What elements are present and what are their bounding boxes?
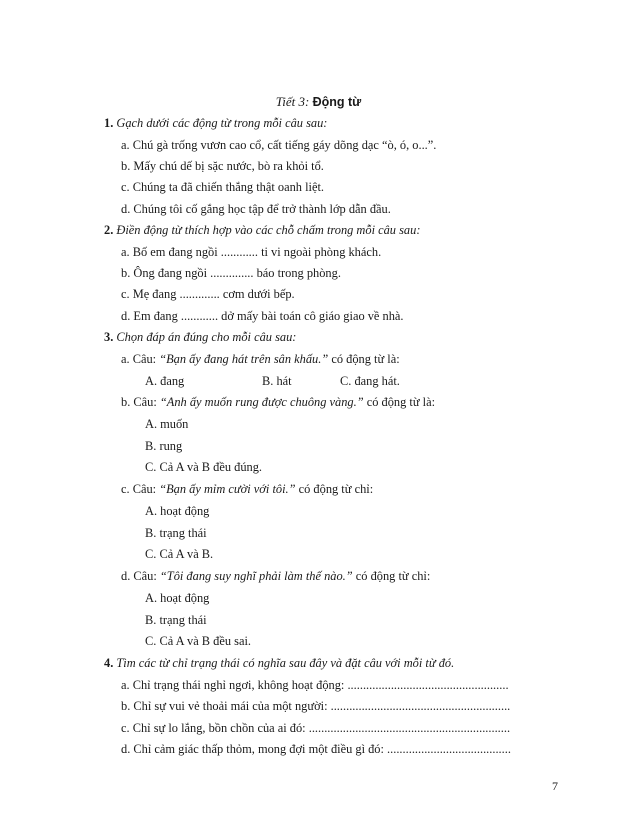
question-1-number: 1. (104, 116, 114, 130)
question-3c-stem (121, 481, 373, 497)
question-3c-tail: có động từ chỉ: (298, 482, 374, 496)
question-3d-option-b: B. trạng thái (145, 613, 207, 627)
question-3d-tail: có động từ chỉ: (355, 569, 431, 583)
question-2-heading (104, 222, 420, 238)
question-3c-option-c: C. Cả A và B. (145, 547, 214, 561)
question-2-number: 2. (104, 223, 114, 237)
question-3b-lead: b. Câu: (121, 395, 157, 409)
question-4-prompt: Tìm các từ chỉ trạng thái có nghĩa sau đây và đặt câu với mỗi từ đó. (116, 656, 455, 670)
question-3a-options (145, 373, 545, 389)
question-1-item-d: d. Chúng tôi cố gắng học tập để trở thành lớp dẫn đầu. (121, 202, 391, 216)
question-3-number: 3. (104, 330, 114, 344)
question-3a-option-c: C. đang hát. (340, 374, 400, 388)
page-number: 7 (552, 779, 558, 793)
question-3c-option-b: B. trạng thái (145, 526, 207, 540)
lesson-title-prefix: Tiết 3: (275, 94, 310, 109)
question-4-item-b: b. Chỉ sự vui vẻ thoải mái của một người: .......................................................... (121, 699, 511, 713)
question-2-item-d: d. Em đang ............ dở mấy bài toán cô giáo giao về nhà. (121, 309, 404, 323)
question-3-prompt: Chọn đáp án đúng cho mỗi câu sau: (116, 330, 297, 344)
question-3d-option-c: C. Cả A và B đều sai. (145, 634, 252, 648)
question-2-item-b: b. Ông đang ngồi .............. báo trong phòng. (121, 266, 341, 280)
question-3b-stem (121, 394, 435, 410)
question-2-item-a: a. Bố em đang ngồi ............ ti vi ngoài phòng khách. (121, 245, 382, 259)
question-3c-lead: c. Câu: (121, 482, 157, 496)
question-4-item-d: d. Chỉ cảm giác thấp thỏm, mong đợi một điều gì đó: ........................................ (121, 742, 511, 756)
question-1-heading (104, 115, 327, 131)
question-3b-tail: có động từ là: (366, 395, 436, 409)
question-4-item-a: a. Chỉ trạng thái nghỉ ngơi, không hoạt động: .................................................... (121, 678, 509, 692)
question-3d-quote: “Tôi đang suy nghĩ phải làm thế nào.” (159, 569, 353, 583)
question-3a-lead: a. Câu: (121, 352, 157, 366)
lesson-title (0, 94, 637, 110)
question-3c-option-a: A. hoạt động (145, 504, 210, 518)
question-1-item-b: b. Mấy chú dế bị sặc nước, bò ra khỏi tổ. (121, 159, 324, 173)
question-3a-quote: “Bạn ấy đang hát trên sân khấu.” (159, 352, 329, 366)
question-3d-option-a: A. hoạt động (145, 591, 210, 605)
question-4-item-c: c. Chỉ sự lo lắng, bồn chồn của ai đó: ................................................................. (121, 721, 511, 735)
question-1-prompt: Gạch dưới các động từ trong mỗi câu sau: (116, 116, 328, 130)
question-1-item-a: a. Chú gà trống vươn cao cổ, cất tiếng gáy dõng dạc “ò, ó, o...”. (121, 138, 437, 152)
question-3a-option-a: A. đang (145, 374, 185, 388)
question-1-item-c: c. Chúng ta đã chiến thắng thật oanh liệt. (121, 180, 325, 194)
lesson-title-main: Động từ (312, 95, 362, 109)
question-2-item-c: c. Mẹ đang ............. cơm dưới bếp. (121, 287, 295, 301)
question-4-heading (104, 655, 454, 671)
question-3d-stem (121, 568, 430, 584)
question-3a-option-b: B. hát (262, 374, 292, 388)
question-3b-quote: “Anh ấy muốn rung được chuông vàng.” (159, 395, 364, 409)
question-4-number: 4. (104, 656, 114, 670)
question-3-heading (104, 329, 296, 345)
question-3b-option-a: A. muốn (145, 417, 189, 431)
question-3b-option-b: B. rung (145, 439, 183, 453)
question-3b-option-c: C. Cả A và B đều đúng. (145, 460, 263, 474)
question-2-prompt: Điền động từ thích hợp vào các chỗ chấm trong mỗi câu sau: (116, 223, 421, 237)
question-3c-quote: “Bạn ấy mỉm cười với tôi.” (159, 482, 296, 496)
question-3d-lead: d. Câu: (121, 569, 157, 583)
question-3a-tail: có động từ là: (331, 352, 400, 366)
question-3a-stem (121, 351, 400, 367)
